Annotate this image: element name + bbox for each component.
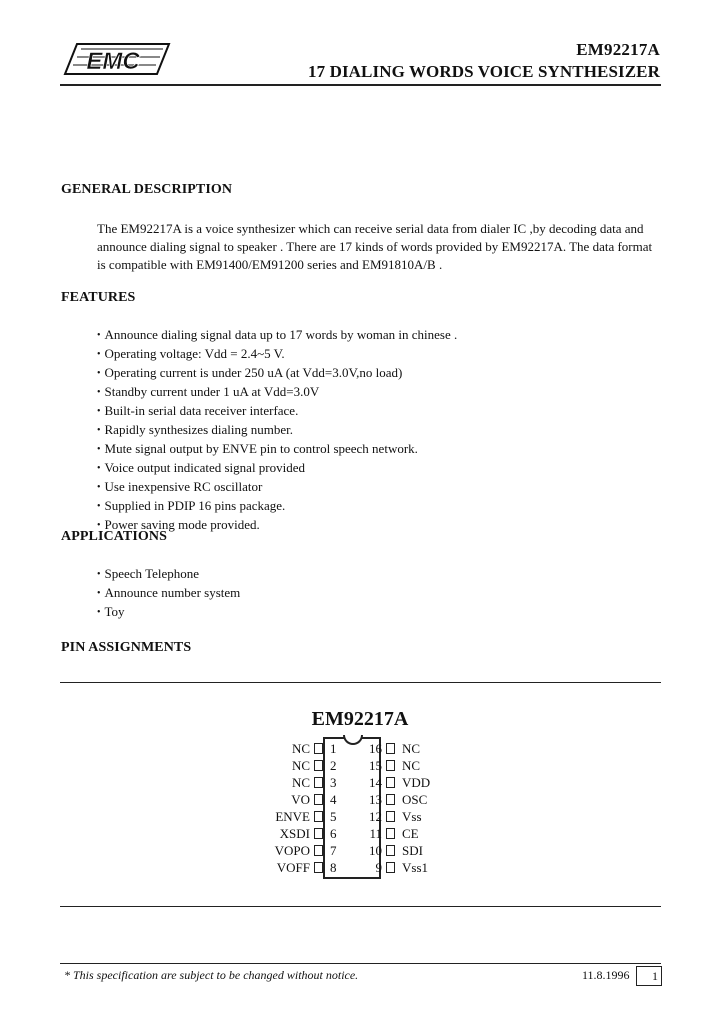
page-number: 1 xyxy=(636,966,662,986)
pin-name-right: OSC xyxy=(402,792,428,807)
pin-number-left: 7 xyxy=(330,843,337,858)
pin-name-right: NC xyxy=(402,741,421,756)
emc-logo xyxy=(63,42,171,76)
pin-lead-left xyxy=(314,794,323,805)
list-item: • Announce number system xyxy=(97,584,240,603)
pin-name-right: VDD xyxy=(402,775,431,790)
pin-number-right: 16 xyxy=(369,741,382,756)
list-item: • Voice output indicated signal provided xyxy=(97,459,457,478)
pin-name-right: SDI xyxy=(402,843,423,858)
part-number: EM92217A xyxy=(576,40,660,59)
chip-label: EM92217A xyxy=(311,708,409,730)
pin-lead-right xyxy=(386,811,395,822)
list-item: • Built-in serial data receiver interface. xyxy=(97,402,457,421)
list-item: • Use inexpensive RC oscillator xyxy=(97,478,457,497)
pin-number-left: 6 xyxy=(330,826,337,841)
pin-number-right: 9 xyxy=(375,860,382,875)
pin-name-left: ENVE xyxy=(275,809,310,824)
pin-lead-right xyxy=(386,862,395,873)
pin-number-right: 11 xyxy=(369,826,382,841)
pin-number-left: 1 xyxy=(330,741,337,756)
pin-number-right: 10 xyxy=(369,843,382,858)
pin-lead-left xyxy=(314,811,323,822)
applications-heading: APPLICATIONS xyxy=(61,529,167,544)
pin-assignments-heading: PIN ASSIGNMENTS xyxy=(61,640,192,655)
description-line: announce dialing signal to speaker . There are 17 kinds of words provided by EM92217A. The data format xyxy=(97,239,653,254)
pin-number-right: 14 xyxy=(369,775,382,790)
pin-lead-right xyxy=(386,794,395,805)
pin-lead-right xyxy=(386,828,395,839)
pin-name-right: Vss1 xyxy=(402,860,429,875)
pin-lead-left xyxy=(314,777,323,788)
pin-lead-right xyxy=(386,760,395,771)
list-item: • Operating voltage: Vdd = 2.4~5 V. xyxy=(97,345,457,364)
general-description-text xyxy=(97,220,662,274)
list-item: • Power saving mode provided. xyxy=(97,516,457,535)
pin-name-left: VOPO xyxy=(274,843,310,858)
pin-name-left: XSDI xyxy=(279,826,310,841)
pin-name-right: NC xyxy=(402,758,421,773)
pin-name-left: VO xyxy=(291,792,310,807)
pin-lead-right xyxy=(386,743,395,754)
header-rule xyxy=(60,84,661,86)
list-item: • Operating current is under 250 uA (at Vdd=3.0V,no load) xyxy=(97,364,457,383)
description-line: The EM92217A is a voice synthesizer which can receive serial data from dialer IC ,by decoding data and xyxy=(97,221,644,236)
pin-lead-right xyxy=(386,845,395,856)
general-description-heading: GENERAL DESCRIPTION xyxy=(61,182,233,197)
list-item: • Supplied in PDIP 16 pins package. xyxy=(97,497,457,516)
pin-number-left: 8 xyxy=(330,860,337,875)
list-item: • Rapidly synthesizes dialing number. xyxy=(97,421,457,440)
document-title: 17 DIALING WORDS VOICE SYNTHESIZER xyxy=(308,62,660,81)
pin-name-left: VOFF xyxy=(276,860,310,875)
pin-lead-left xyxy=(314,862,323,873)
pin-name-right: CE xyxy=(402,826,419,841)
pin-name-left: NC xyxy=(291,741,310,756)
pin-lead-left xyxy=(314,845,323,856)
features-heading: FEATURES xyxy=(61,290,136,305)
pin-section-top-rule xyxy=(60,682,661,683)
pin-name-left: NC xyxy=(291,758,310,773)
pin-number-left: 5 xyxy=(330,809,337,824)
pin-section-bottom-rule xyxy=(60,906,661,907)
list-item: • Standby current under 1 uA at Vdd=3.0V xyxy=(97,383,457,402)
list-item: • Toy xyxy=(97,603,240,622)
pin-name-left: NC xyxy=(291,775,310,790)
footer-note: * This specification are subject to be changed without notice. xyxy=(64,968,359,982)
pin-lead-right xyxy=(386,777,395,788)
pin-lead-left xyxy=(314,828,323,839)
pin-number-left: 3 xyxy=(330,775,337,790)
pin-lead-left xyxy=(314,760,323,771)
footer-date: 11.8.1996 xyxy=(582,968,630,982)
list-item: • Speech Telephone xyxy=(97,565,240,584)
pin-number-right: 13 xyxy=(369,792,382,807)
pin-number-right: 12 xyxy=(369,809,382,824)
svg-text:EMC: EMC xyxy=(86,48,140,75)
pin-number-left: 2 xyxy=(330,758,337,773)
description-line: is compatible with EM91400/EM91200 series and EM91810A/B . xyxy=(97,257,443,272)
pin-number-right: 15 xyxy=(369,758,382,773)
applications-list xyxy=(97,565,240,622)
list-item: • Mute signal output by ENVE pin to control speech network. xyxy=(97,440,457,459)
pin-lead-left xyxy=(314,743,323,754)
footer-rule xyxy=(60,963,661,964)
features-list xyxy=(97,326,457,535)
pin-number-left: 4 xyxy=(330,792,337,807)
list-item: • Announce dialing signal data up to 17 words by woman in chinese . xyxy=(97,326,457,345)
pin-name-right: Vss xyxy=(402,809,422,824)
